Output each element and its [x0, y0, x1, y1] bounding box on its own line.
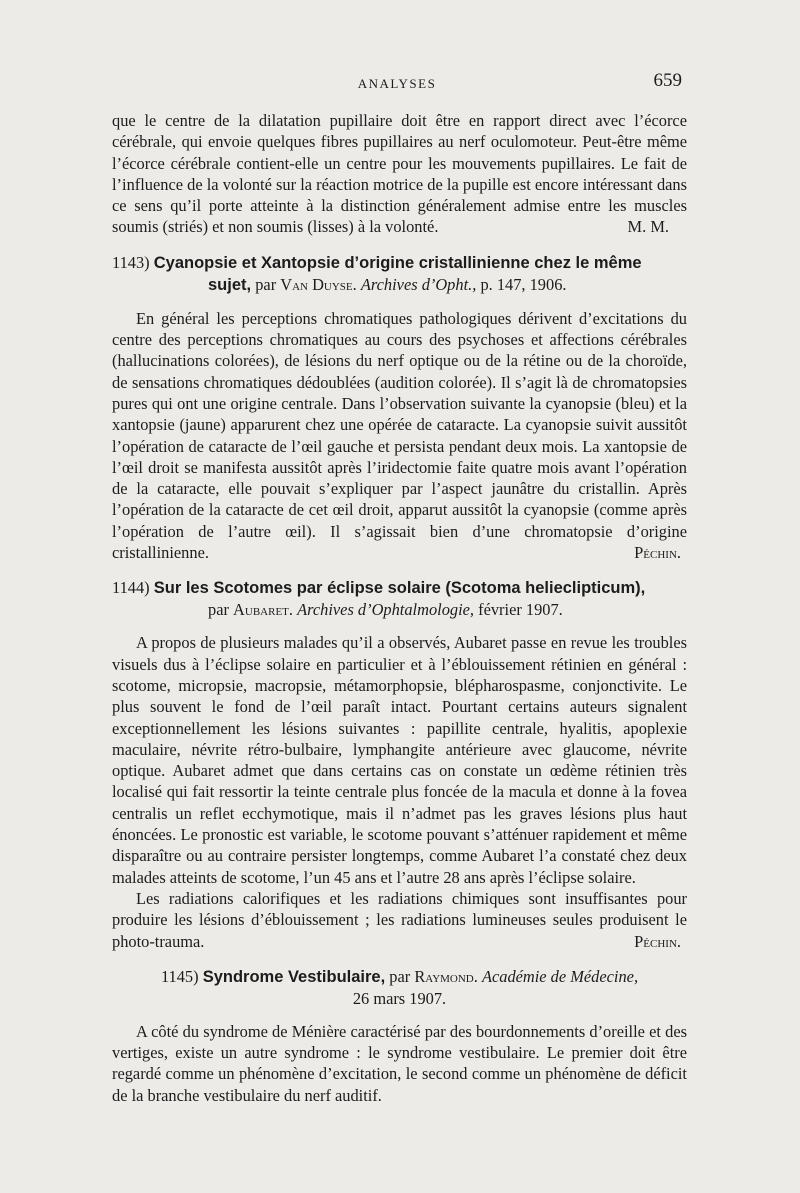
intro-paragraph: que le centre de la dilatation pupillaire doit être en rapport direct avec l’écorce cérébrale, qui envoie quelques fibres pupillaires au nerf oculomoteur. Peut-être même l’écorce cérébrale contient-elle un centre pour les mouvements pupillaires. Le fait de l’influence de la volonté sur la réaction motrice de la pupille est encore intéressant dans ce sens qu’il porte atteinte à la distinction généralement admise entre les muscles soumis (striés) et non soumis (lisses) à la volonté. [112, 111, 687, 237]
article-heading [112, 252, 687, 296]
article-ref: février 1907. [478, 600, 563, 620]
page-body [112, 110, 687, 1106]
article-author: Raymond. [414, 966, 478, 986]
article-paragraph: Les radiations calorifiques et les radiations chimiques sont insuffisantes pour produire les lésions d’éblouissement ; les radiations lumineuses seules produisent le photo-trauma. [112, 888, 687, 951]
article-title: Syndrome Vestibulaire, [202, 967, 386, 986]
article-number: 1145) [160, 966, 199, 986]
article-number: 1143) [112, 252, 150, 272]
running-title: ANALYSES [357, 76, 437, 91]
article-heading-line2 [112, 274, 687, 296]
article-by: par [389, 966, 411, 986]
article-signature: Péchin. [634, 543, 681, 563]
article-paragraph: En général les perceptions chromatiques pathologiques dérivent d’excitations du centre des perceptions chromatiques au cours des psychoses et affections cérébrales (hallucinations colorées), de lésions du nerf optique ou de la rétine ou de la choroïde, de sensations chromatiques dédoublées (audition colorée). Il s’agit là de chromatopsies pures qui ont une origine centrale. Dans l’observation suivante la cyanopsie (bleu) et la xantopsie (jaune) apparurent chez une opérée de cataracte. La cyanopsie suivit aussitôt l’opération de cataracte de l’œil gauche et persista pendant deux mois. La xantopsie de l’œil droit se manifesta aussitôt après l’iridectomie faite quatre mois avant l’opération de la cataracte, elle pouvait s’expliquer par l’aspect jaunâtre du cristallin. Après l’opération de la cataracte de cet œil droit, apparut aussitôt la cyanopsie (comme après l’opération de l’autre œil). Il s’agissait bien d’une chromatopsie d’origine cristallinienne. [112, 308, 687, 563]
article-heading-line2 [112, 599, 687, 620]
article-source: Archives d’Ophtalmologie, [297, 600, 475, 620]
article-by: par [208, 600, 229, 620]
article-signature: Péchin. [634, 931, 681, 951]
article-source: Archives d’Opht., [360, 274, 477, 294]
article-paragraph: A côté du syndrome de Ménière caractérisé par des bourdonnements d’oreille et des vertiges, existe un autre syndrome : le syndrome vestibulaire. Le premier doit être regardé comme un phénomène d’excitation, le second comme un phénomène de déficit de la branche vestibulaire du nerf auditif. [112, 1021, 687, 1105]
article-author: Aubaret. [233, 600, 293, 620]
article-title: Sur les Scotomes par éclipse solaire (Scotoma helieclipticum), [153, 579, 646, 598]
article-number: 1144) [112, 578, 150, 598]
intro-signature: M. M. [627, 217, 669, 237]
article-title: Cyanopsie et Xantopsie d’origine cristallinienne chez le même [153, 253, 642, 272]
article-1144 [112, 577, 687, 951]
article-title-cont: sujet, [208, 275, 252, 294]
article-1145 [112, 966, 687, 1106]
article-ref: 26 mars 1907. [352, 988, 447, 1008]
article-by: par [255, 274, 277, 294]
article-heading [112, 966, 687, 1009]
article-heading [112, 577, 687, 620]
article-author: Van Duyse. [280, 274, 357, 294]
page-header [112, 70, 682, 94]
article-1143 [112, 252, 687, 564]
page-number: 659 [653, 70, 682, 91]
article-paragraph: A propos de plusieurs malades qu’il a observés, Aubaret passe en revue les troubles visuels dus à l’éclipse solaire en particulier et à l’éblouissement rétinien en général : scotome, micropsie, macropsie, métamorphopsie, blépharospasme, conjonctivite. Le plus souvent le fond de l’œil paraît intact. Pourtant certains auteurs signalent exceptionnellement les lésions suivantes : papillite centrale, hyalitis, apoplexie maculaire, névrite rétro-bulbaire, lymphangite antérieure avec glaucome, névrite optique. Aubaret admet que dans certains cas on constate un œdème rétinien très localisé qui fait ressortir la teinte centrale plus foncée de la macula et donne à la fovea centralis un reflet ecchymotique, mais il n’admet pas les graves lésions plus haut énoncées. Le pronostic est variable, le scotome pouvant s’atténuer rapidement et même disparaître ou au contraire persister longtemps, comme Aubaret l’a constaté chez deux malades atteints de scotome, l’un 45 ans et l’autre 28 ans après l’éclipse solaire. [112, 633, 687, 887]
article-source: Académie de Médecine, [481, 966, 639, 986]
article-ref: p. 147, 1906. [480, 274, 567, 294]
